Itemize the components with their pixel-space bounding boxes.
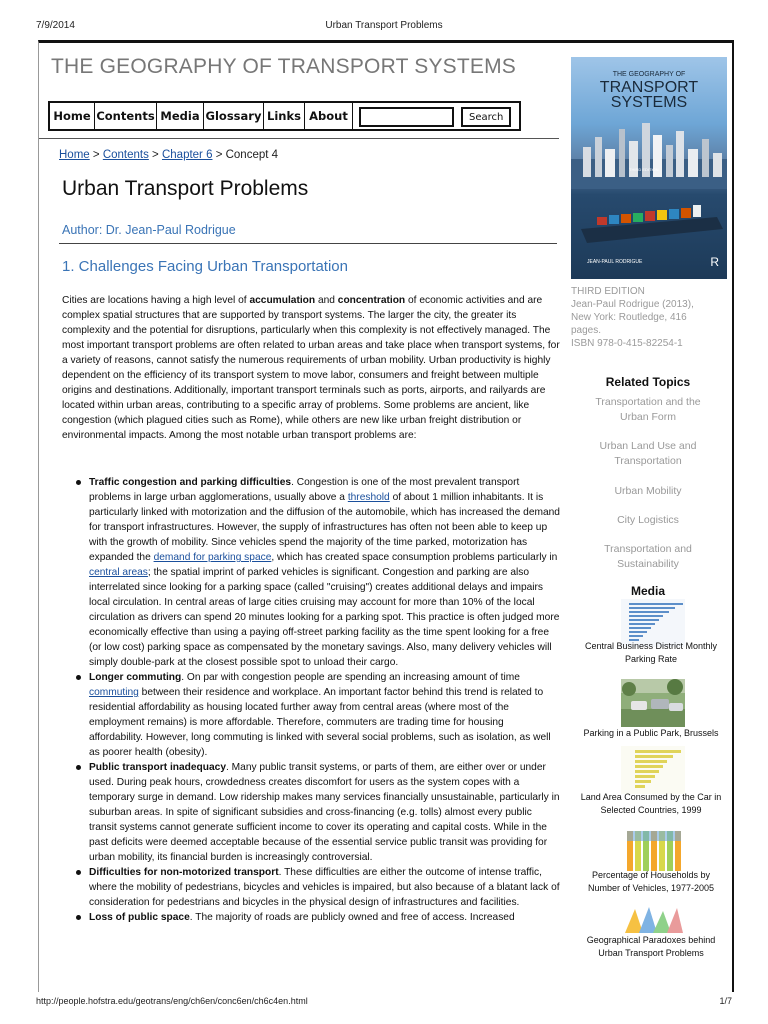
households-vehicles-chart-thumbnail[interactable] <box>621 827 685 875</box>
caption-line: Geographical Paradoxes behind <box>586 935 716 945</box>
list-item <box>62 475 560 670</box>
intro-text: of economic activities and are complex spatial structures that are supported by transport systems. The larger the city, the greater its complexity and the potential for disruptions, particularly when this complexity is not effectively managed. The most important transport problems are often related to urban areas and take place when transport systems, for a variety of reasons, cannot satisfy the numerous requirements of urban mobility. Urban productivity is highly dependent on the efficiency of its transport system to move labor, consumers and freight between multiple origins and destinations. Additionally, important transport terminals such as ports, airports, and railyards are located within urban areas, contributing to a specific array of problems. Some problems are ancient, like congestion (which plagued cities such as Rome), while others are new like urban freight distribution or environmental impacts. Among the most notable urban transport problems are: <box>62 295 560 441</box>
cover-title-large <box>571 80 727 110</box>
related-topic-line: Urban Mobility <box>614 485 682 497</box>
routledge-logo: R <box>710 255 719 269</box>
intro-paragraph <box>62 293 560 443</box>
author-line: Author: Dr. Jean-Paul Rodrigue <box>62 223 236 237</box>
book-citation-line: pages. <box>571 325 602 336</box>
caption-line: Selected Countries, 1999 <box>600 805 702 815</box>
item-text: ; the spatial imprint of parked vehicles is significant. Congestion and parking are also interrelated since looking for a parking space (called "cruising") creates additional delays and impairs local circulation. In central areas of large cities cruising may account for more than 10% of the local circulation as drivers can spend 20 minutes looking for a parking spot. This practice is often judged more economically effective than using a paying off-street parking facility as the time spent looking for a free (or low cost) parking space as compensated by the monetary savings. Also, many delivery vehicles will simply double-park at the closest possible spot to unload their cargo. <box>89 567 560 668</box>
caption-line: Urban Transport Problems <box>598 948 704 958</box>
item-text: . The majority of roads are publicly owned and free of access. Increased <box>189 912 515 923</box>
print-footer <box>0 992 768 1024</box>
breadcrumb-separator: > <box>92 149 100 161</box>
author-divider <box>59 243 557 244</box>
print-page-number: 1/7 <box>719 996 732 1006</box>
print-url: http://people.hofstra.edu/geotrans/eng/ch6en/conc6en/ch6c4en.html <box>36 996 308 1006</box>
nav-about[interactable]: About <box>305 103 353 129</box>
book-edition: THIRD EDITION <box>571 286 645 297</box>
park-photo-thumbnail[interactable] <box>621 679 685 727</box>
caption-line: Number of Vehicles, 1977-2005 <box>587 883 715 893</box>
related-topic-link[interactable] <box>559 395 734 425</box>
item-text: . Congestion is one of the most prevalent transport problems in large urban agglomerations, usually above a <box>89 477 520 503</box>
site-title[interactable]: THE GEOGRAPHY OF TRANSPORT SYSTEMS <box>51 55 517 78</box>
media-caption[interactable] <box>571 791 731 817</box>
breadcrumb <box>59 149 278 161</box>
item-text: . On par with congestion people are spending an increasing amount of time <box>181 672 520 683</box>
threshold-link[interactable]: threshold <box>347 492 390 503</box>
item-title: Loss of public space <box>89 912 190 923</box>
caption-line: Parking in a Public Park, Brussels <box>583 728 719 738</box>
cover-title-line: SYSTEMS <box>610 94 688 111</box>
print-date: 7/9/2014 <box>36 20 75 31</box>
cover-edition: THIRD EDITION <box>629 167 659 172</box>
skyline-illustration <box>571 119 727 189</box>
nav-divider <box>39 138 559 139</box>
nav-media[interactable]: Media <box>157 103 204 129</box>
breadcrumb-home-link[interactable]: Home <box>59 149 90 161</box>
main-nav <box>48 101 521 131</box>
cover-authors: JEAN-PAUL RODRIGUE <box>587 259 643 265</box>
media-caption[interactable] <box>571 640 731 666</box>
media-caption[interactable] <box>571 934 731 960</box>
item-text: of about 1 million inhabitants. It is particularly linked with motorization and the diffusion of the automobile, which has increased the demand for transport infrastructures. However, the supply of infrastructures has often not been able to keep up with the growth of mobility. Since vehicles spend the majority of the time parked, motorization has expanded the <box>89 492 560 563</box>
print-page-title: Urban Transport Problems <box>325 20 443 31</box>
media-heading: Media <box>630 584 665 598</box>
list-item <box>62 910 560 925</box>
print-header <box>0 0 768 40</box>
section-heading: 1. Challenges Facing Urban Transportation <box>62 258 348 275</box>
related-topic-link[interactable] <box>559 513 734 528</box>
paradoxes-diagram-thumbnail[interactable] <box>621 905 685 935</box>
nav-glossary[interactable]: Glossary <box>204 103 264 129</box>
item-text: , which has created space consumption problems particularly in <box>271 552 558 563</box>
page-frame <box>38 40 734 992</box>
list-item <box>62 670 560 760</box>
search-input[interactable] <box>359 107 454 127</box>
breadcrumb-separator: > <box>215 149 223 161</box>
item-title: Longer commuting <box>89 672 182 683</box>
cover-title-line: TRANSPORT <box>599 79 699 96</box>
item-text: . These difficulties are either the outcome of intense traffic, where the mobility of pedestrians, bicycles and vehicles is impaired, but also because of a blatant lack of consideration for pedestrians and bicycles in the physical design of infrastructures and facilities. <box>89 867 560 908</box>
breadcrumb-current: Concept 4 <box>225 149 279 161</box>
central-areas-link[interactable]: central areas <box>89 567 148 578</box>
list-item <box>62 865 560 910</box>
search-button[interactable]: Search <box>461 107 511 127</box>
caption-line: Land Area Consumed by the Car in <box>580 792 722 802</box>
related-topic-line: Urban Land Use and <box>599 440 697 452</box>
intro-text: Cities are locations having a high level of <box>62 295 250 306</box>
nav-home[interactable]: Home <box>50 103 95 129</box>
caption-line: Parking Rate <box>624 654 678 664</box>
container-ship-illustration <box>577 199 727 254</box>
media-caption[interactable] <box>571 869 731 895</box>
related-topic-line: Sustainability <box>617 558 679 570</box>
related-topic-line: City Logistics <box>617 514 679 526</box>
book-cover-image[interactable] <box>571 57 727 279</box>
related-topics-heading: Related Topics <box>605 375 691 389</box>
item-title: Traffic congestion and parking difficulties <box>89 477 292 488</box>
item-text: between their residence and workplace. An important factor behind this trend is related to residential affordability as housing located further away from central areas (where most of the employment remains) is more affordable. Therefore, commuters are trading time for housing affordability. However, long commuting is linked with several social problems, such as isolation, as well as poorer health (obesity). <box>89 687 551 758</box>
book-citation-line: Jean-Paul Rodrigue (2013), <box>571 299 694 310</box>
breadcrumb-chapter-link[interactable]: Chapter 6 <box>161 149 213 161</box>
list-item <box>62 760 560 865</box>
book-info <box>571 285 731 350</box>
intro-emphasis: accumulation <box>249 295 316 306</box>
item-title: Difficulties for non-motorized transport <box>89 867 279 878</box>
problems-list <box>62 475 560 925</box>
related-topic-line: Transportation <box>614 455 682 467</box>
page-title: Urban Transport Problems <box>62 177 309 200</box>
related-topic-line: Transportation and <box>604 543 692 555</box>
book-citation-line: New York: Routledge, 416 <box>571 312 687 323</box>
nav-links[interactable]: Links <box>264 103 305 129</box>
item-text: . Many public transit systems, or parts of them, are either over or under used. During peak hours, crowdedness creates discomfort for users as the system copes with a temporary surge in demand. Low ridership makes many services financially unsustainable, particularly in suburban areas. In spite of significant subsidies and cross-financing (e.g. tolls) almost every public transit systems cannot generate sufficient income to cover its operating and capital costs. While in the past deficits were deemed acceptable because of the essential service public transit was providing for urban mobility, its financial burden is increasingly controversial. <box>89 762 560 863</box>
caption-line: Central Business District Monthly <box>584 641 718 651</box>
item-title: Public transport inadequacy <box>89 762 226 773</box>
related-topic-link[interactable] <box>559 439 734 469</box>
related-topic-link[interactable] <box>559 484 734 499</box>
media-caption[interactable] <box>571 727 731 740</box>
nav-contents[interactable]: Contents <box>95 103 157 129</box>
commuting-link[interactable]: commuting <box>89 687 139 698</box>
cover-title-small: THE GEOGRAPHY OF <box>612 71 686 78</box>
book-isbn: ISBN 978-0-415-82254-1 <box>571 338 683 349</box>
land-area-chart-thumbnail[interactable] <box>621 746 685 794</box>
intro-text: and <box>315 295 338 306</box>
related-topic-link[interactable] <box>559 542 734 572</box>
parking-demand-link[interactable]: demand for parking space <box>153 552 272 563</box>
intro-emphasis: concentration <box>337 295 406 306</box>
caption-line: Percentage of Households by <box>591 870 711 880</box>
breadcrumb-separator: > <box>152 149 159 161</box>
related-topic-line: Urban Form <box>619 411 676 423</box>
breadcrumb-contents-link[interactable]: Contents <box>102 149 149 161</box>
related-topic-line: Transportation and the <box>595 396 701 408</box>
